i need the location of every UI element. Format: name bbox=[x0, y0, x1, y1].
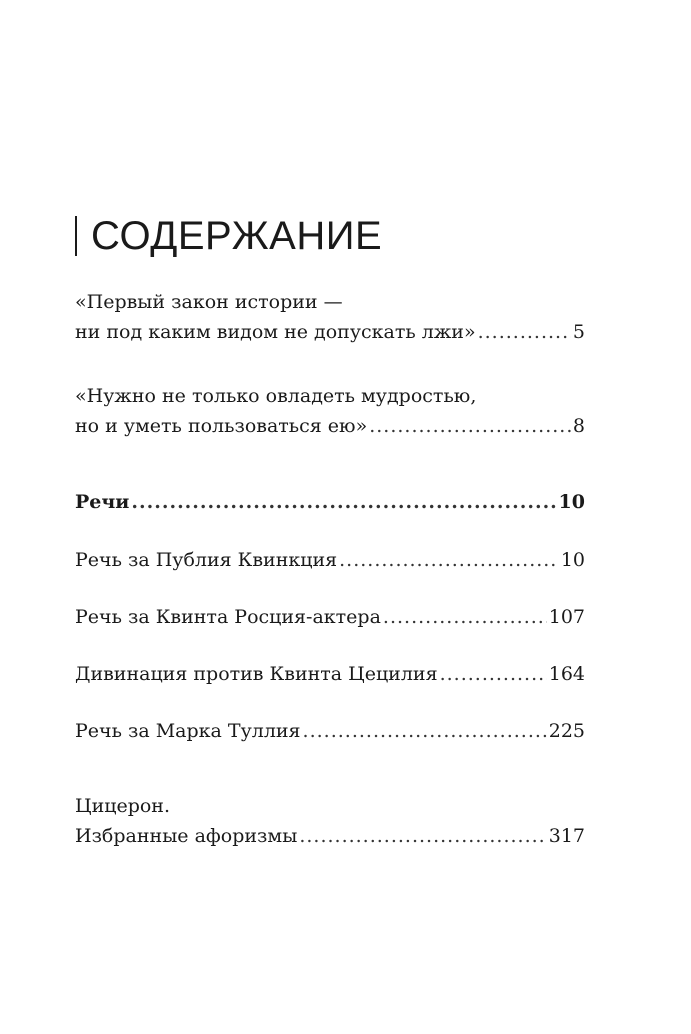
toc-page-number: 107 bbox=[548, 606, 585, 628]
toc-page-number: 164 bbox=[548, 663, 585, 685]
toc-page-number: 8 bbox=[572, 415, 585, 437]
toc-entry-text: Дивинация против Квинта Цецилия bbox=[75, 663, 438, 685]
leader-dots bbox=[478, 317, 571, 347]
toc-entry[interactable] bbox=[75, 545, 585, 575]
toc-entry[interactable] bbox=[75, 602, 585, 632]
toc-page-number: 10 bbox=[560, 549, 585, 571]
page-title: СОДЕРЖАНИЕ bbox=[91, 214, 383, 258]
toc-entry[interactable] bbox=[75, 659, 585, 689]
toc-page-number: 317 bbox=[548, 825, 585, 847]
toc-page-number: 225 bbox=[548, 720, 585, 742]
leader-dots bbox=[369, 411, 571, 441]
toc-entry-text: «Первый закон истории — bbox=[75, 291, 343, 313]
toc-entry-text: Речь за Квинта Росция-актера bbox=[75, 606, 381, 628]
toc-page-number: 5 bbox=[572, 321, 585, 343]
toc-entry-line bbox=[75, 545, 585, 575]
toc-entry-line bbox=[75, 287, 585, 317]
leader-dots bbox=[303, 716, 547, 746]
toc-entry-line bbox=[75, 821, 585, 851]
toc-page-number: 10 bbox=[558, 491, 585, 513]
toc-entry-text: Речи bbox=[75, 491, 130, 513]
toc-entry-line bbox=[75, 381, 585, 411]
toc-entry-text: Избранные афоризмы bbox=[75, 825, 298, 847]
leader-dots bbox=[339, 545, 559, 575]
toc-entry-line bbox=[75, 411, 585, 441]
toc-section-heading[interactable] bbox=[75, 487, 585, 517]
leader-dots bbox=[383, 602, 547, 632]
toc-entry-line bbox=[75, 602, 585, 632]
leader-dots bbox=[440, 659, 547, 689]
toc-entry-text: Речь за Публия Квинкция bbox=[75, 549, 338, 571]
page-header bbox=[75, 212, 382, 260]
toc-entry[interactable] bbox=[75, 791, 585, 851]
toc-entry[interactable] bbox=[75, 287, 585, 347]
toc-entry-line bbox=[75, 716, 585, 746]
toc-entry-text: Речь за Марка Туллия bbox=[75, 720, 301, 742]
toc-entry-text: ни под каким видом не допускать лжи» bbox=[75, 321, 476, 343]
toc-entry-text: «Нужно не только овладеть мудростью, bbox=[75, 385, 477, 407]
toc-entry-line bbox=[75, 317, 585, 347]
leader-dots bbox=[131, 487, 556, 517]
toc-entry-text: но и уметь пользоваться ею» bbox=[75, 415, 368, 437]
toc-entry-line bbox=[75, 659, 585, 689]
toc-entry-text: Цицерон. bbox=[75, 795, 170, 817]
toc-entry-line bbox=[75, 791, 585, 821]
toc-entry[interactable] bbox=[75, 381, 585, 441]
leader-dots bbox=[299, 821, 546, 851]
toc-entry-line bbox=[75, 487, 585, 517]
toc-entry[interactable] bbox=[75, 716, 585, 746]
title-accent-bar bbox=[75, 216, 77, 256]
